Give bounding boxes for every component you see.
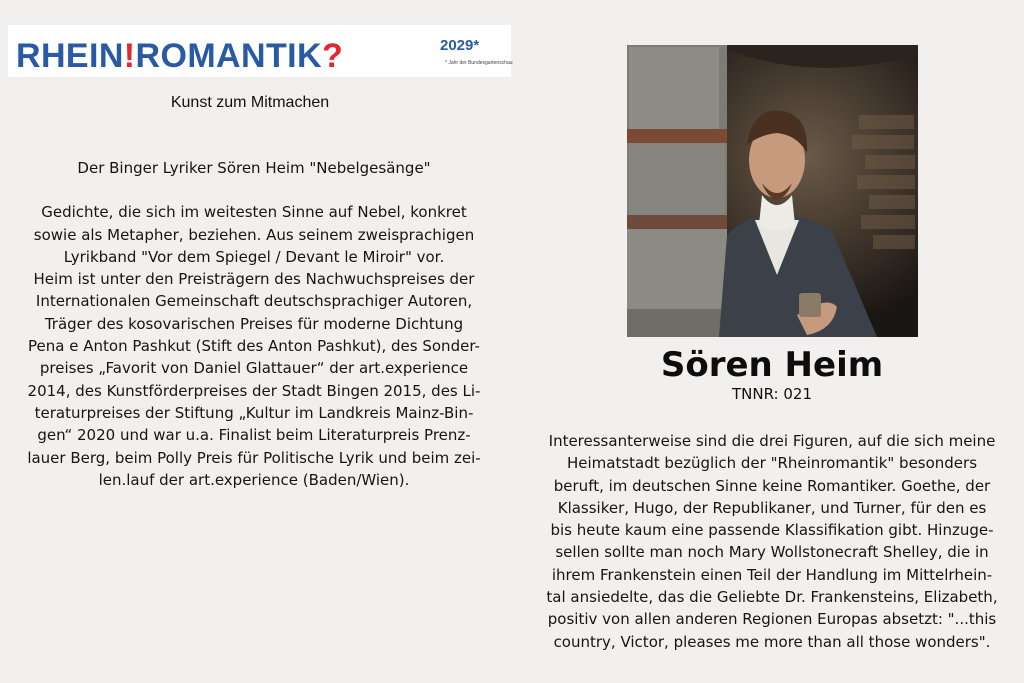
text-line: country, Victor, pleases me more than all those wonders". [553,632,991,651]
logo-year: 2029* [440,37,480,54]
text-line: positiv von allen anderen Regionen Europas absetzt: "...this [547,610,997,629]
text-line: tal ansiedelte, das die Geliebte Dr. Frankensteins, Elizabeth, [546,588,998,607]
event-description [4,157,504,491]
text-line: lauer Berg, beim Polly Preis für Politische Lyrik und beim zei- [27,448,481,467]
artist-name: Sören Heim [660,345,884,385]
text-line: Heim ist unter den Preisträgern des Nachwuchspreises der [33,270,475,289]
artist-photo [627,45,918,337]
logo-question-mark: ? [321,37,344,75]
text-line: beruft, im deutschen Sinne keine Romantiker. Goethe, der [553,476,991,495]
participant-number: TNNR: 021 [731,385,813,403]
text-line: Klassiker, Hugo, der Republikaner, und Turner, für den es [557,498,987,517]
text-line: Gedichte, die sich im weitesten Sinne auf Nebel, konkret [41,203,467,222]
text-line: 2014, des Kunstförderpreises der Stadt Bingen 2015, des Li- [27,381,481,400]
logo-part-rhein: RHEIN [16,37,124,75]
logo-exclamation: ! [123,37,136,75]
text-line: Internationalen Gemeinschaft deutschsprachiger Autoren, [35,292,473,311]
text-line: Lyrikband "Vor dem Spiegel / Devant le Miroir" vor. [63,247,445,266]
text-line: teraturpreises der Stiftung „Kultur im Landkreis Mainz-Bin- [34,403,474,422]
text-line: Interessanterweise sind die drei Figuren, auf die sich meine [548,432,996,450]
text-line: Pena e Anton Pashkut (Stift des Anton Pashkut), des Sonder- [28,337,480,356]
logo-part-romantik: ROMANTIK [135,37,322,75]
logo-wordmark [16,36,343,76]
text-line: sellen sollte man noch Mary Wollstonecraft Shelley, die in [555,543,989,562]
artist-photo-illustration [627,45,918,337]
text-line: ihrem Frankenstein einen Teil der Handlung im Mittelrhein- [551,565,993,584]
text-line: bis heute kaum eine passende Klassifikation gibt. Hinzuge- [550,521,994,540]
paragraph-gap [4,179,504,201]
text-line: gen“ 2020 und war u.a. Finalist beim Literaturpreis Prenz- [37,426,471,445]
tagline: Kunst zum Mitmachen [170,94,330,111]
event-heading: Der Binger Lyriker Sören Heim "Nebelgesänge" [77,159,431,177]
text-line: len.lauf der art.experience (Baden/Wien). [98,470,410,489]
text-line: Heimatstadt bezüglich der "Rheinromantik" besonders [566,454,978,473]
text-line: preises „Favorit von Daniel Glattauer“ der art.experience [39,359,469,378]
text-line: sowie als Metapher, beziehen. Aus seinem zweisprachigen [33,225,475,244]
artist-statement [532,430,1012,653]
logo-banner [8,25,511,77]
logo-subtitle: * Jahr der Bundesgartenschau [445,60,513,66]
text-line: Träger des kosovarischen Preises für moderne Dichtung [44,314,464,333]
